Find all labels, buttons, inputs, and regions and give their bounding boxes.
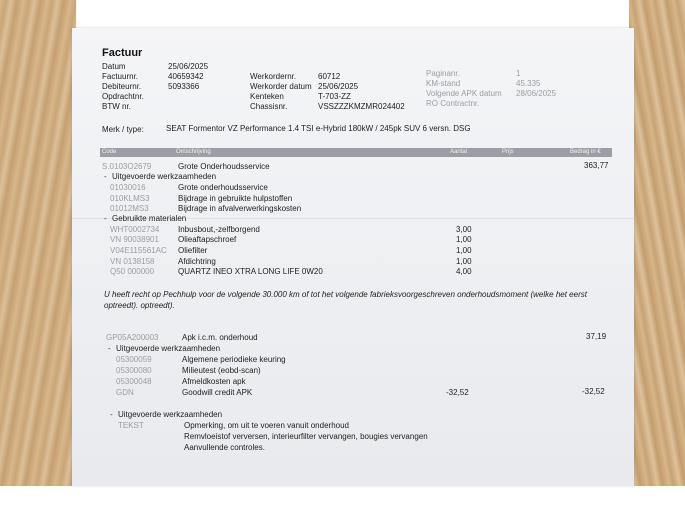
debtor-number-label: Debiteurnr.	[102, 82, 142, 91]
column-amount: Bedrag in €	[570, 149, 601, 155]
list-item-code: 010KLMS3	[110, 194, 150, 203]
next-apk-date-value: 28/06/2025	[516, 89, 557, 98]
section1-code: S.0103O2679	[102, 162, 152, 171]
chassis-number-label: Chassisnr.	[250, 102, 288, 111]
roadside-assistance-note: U heeft recht op Pechhulp voor de volgende 30.000 km of tot het volgende fabrieksvoorgeschreven onderhoudsmoment (welke het eerst	[104, 290, 587, 299]
bullet: -	[108, 344, 111, 353]
km-reading-label: KM-stand	[426, 79, 461, 88]
list-item-description: Algemene periodieke keuring	[182, 355, 286, 364]
section3-code: TEKST	[118, 421, 144, 430]
material-code: VN 0138158	[110, 257, 155, 266]
list-item-description: Milieutest (eobd-scan)	[182, 366, 261, 375]
list-item-code: 05300048	[116, 377, 152, 386]
material-code: WHT0002734	[110, 225, 160, 234]
list-item-description: Goodwill credit APK	[182, 388, 253, 397]
section1-work-heading: Uitgevoerde werkzaamheden	[112, 172, 217, 181]
remark-line: Opmerking, om uit te voeren vanuit onderhoud	[184, 421, 349, 430]
list-item-description: Afmeldkosten apk	[182, 377, 246, 386]
chassis-number-value: VSSZZZKMZMR024402	[318, 102, 405, 111]
column-description: Omschrijving	[176, 149, 211, 155]
material-quantity: 1,00	[456, 235, 472, 244]
material-quantity: 1,00	[456, 257, 472, 266]
date-value: 25/06/2025	[168, 62, 209, 71]
list-item-code: 01012MS3	[110, 204, 149, 213]
goodwill-price: -32,52	[446, 388, 469, 397]
debtor-number-value: 5093366	[168, 82, 200, 91]
section1-amount: 363,77	[584, 161, 609, 170]
list-item-code: 01030016	[110, 183, 146, 192]
bullet: -	[104, 214, 107, 223]
table-header	[100, 148, 612, 157]
column-quantity: Aantal	[450, 149, 468, 155]
section1-materials-heading: Gebruikte materialen	[112, 214, 187, 223]
list-item-description: Bijdrage in gebruikte hulpstoffen	[178, 194, 293, 203]
material-quantity: 3,00	[456, 225, 472, 234]
vehicle-value: SEAT Formentor VZ Performance 1.4 TSI e-Hybrid 180kW / 245pk SUV 6 versn. DSG	[166, 124, 471, 133]
list-item-code: 05300080	[116, 366, 152, 375]
bullet: -	[110, 410, 113, 419]
wood-background-right	[629, 0, 685, 514]
material-description: Afdichtring	[178, 257, 216, 266]
list-item-description: Grote onderhoudsservice	[178, 183, 268, 192]
remark-line: Remvloeistof verversen, interieurfilter vervangen, bougies vervangen	[184, 432, 428, 441]
bottom-background	[0, 486, 685, 514]
order-number-label: Opdrachtnr.	[102, 92, 144, 101]
section2-work-heading: Uitgevoerde werkzaamheden	[116, 344, 221, 353]
material-description: Inbusbout,-zelfborgend	[178, 225, 260, 234]
column-price: Prijs	[502, 149, 514, 155]
next-apk-date-label: Volgende APK datum	[426, 89, 502, 98]
invoice-number-label: Factuurnr.	[102, 72, 139, 81]
section2-code: GP05A200003	[106, 333, 159, 342]
material-code: VN 90038901	[110, 235, 159, 244]
material-quantity: 1,00	[456, 246, 472, 255]
material-description: QUARTZ INEO XTRA LONG LIFE 0W20	[178, 267, 323, 276]
bullet: -	[104, 172, 107, 181]
list-item-description: Bijdrage in afvalverwerkingskosten	[178, 204, 302, 213]
goodwill-amount: -32,52	[582, 387, 605, 396]
workorder-number-value: 60712	[318, 72, 341, 81]
workorder-date-value: 25/06/2025	[318, 82, 359, 91]
vehicle-label: Merk / type:	[102, 125, 144, 134]
vat-number-label: BTW nr.	[102, 102, 131, 111]
remark-line: Aanvullende controles.	[184, 443, 265, 452]
invoice-paper	[72, 28, 634, 486]
material-code: V04E115561AC	[110, 246, 167, 255]
material-quantity: 4,00	[456, 267, 472, 276]
section3-work-heading: Uitgevoerde werkzaamheden	[118, 410, 223, 419]
list-item-code: GDN	[116, 388, 134, 397]
date-label: Datum	[102, 62, 126, 71]
license-plate-label: Kenteken	[250, 92, 284, 101]
workorder-date-label: Werkorder datum	[250, 82, 312, 91]
column-code: Code	[102, 149, 117, 155]
license-plate-value: T-703-ZZ	[318, 92, 351, 101]
ro-contract-label: RO Contractnr.	[426, 99, 480, 108]
invoice-title: Factuur	[102, 47, 143, 59]
section2-description: Apk i.c.m. onderhoud	[182, 333, 258, 342]
invoice-number-value: 40659342	[168, 72, 204, 81]
material-code: Q50 000000	[110, 267, 155, 276]
wood-background-left	[0, 0, 76, 514]
section1-description: Grote Onderhoudsservice	[178, 162, 270, 171]
roadside-assistance-note-continued: optreedt). optreedt).	[104, 301, 175, 310]
material-description: Olieaftapschroef	[178, 235, 237, 244]
page-number-label: Paginanr.	[426, 69, 460, 78]
section2-amount: 37,19	[586, 332, 607, 341]
km-reading-value: 45.335	[516, 79, 541, 88]
material-description: Oliefilter	[178, 246, 208, 255]
workorder-number-label: Werkordernr.	[250, 72, 297, 81]
page-number-value: 1	[516, 69, 521, 78]
list-item-code: 05300059	[116, 355, 152, 364]
